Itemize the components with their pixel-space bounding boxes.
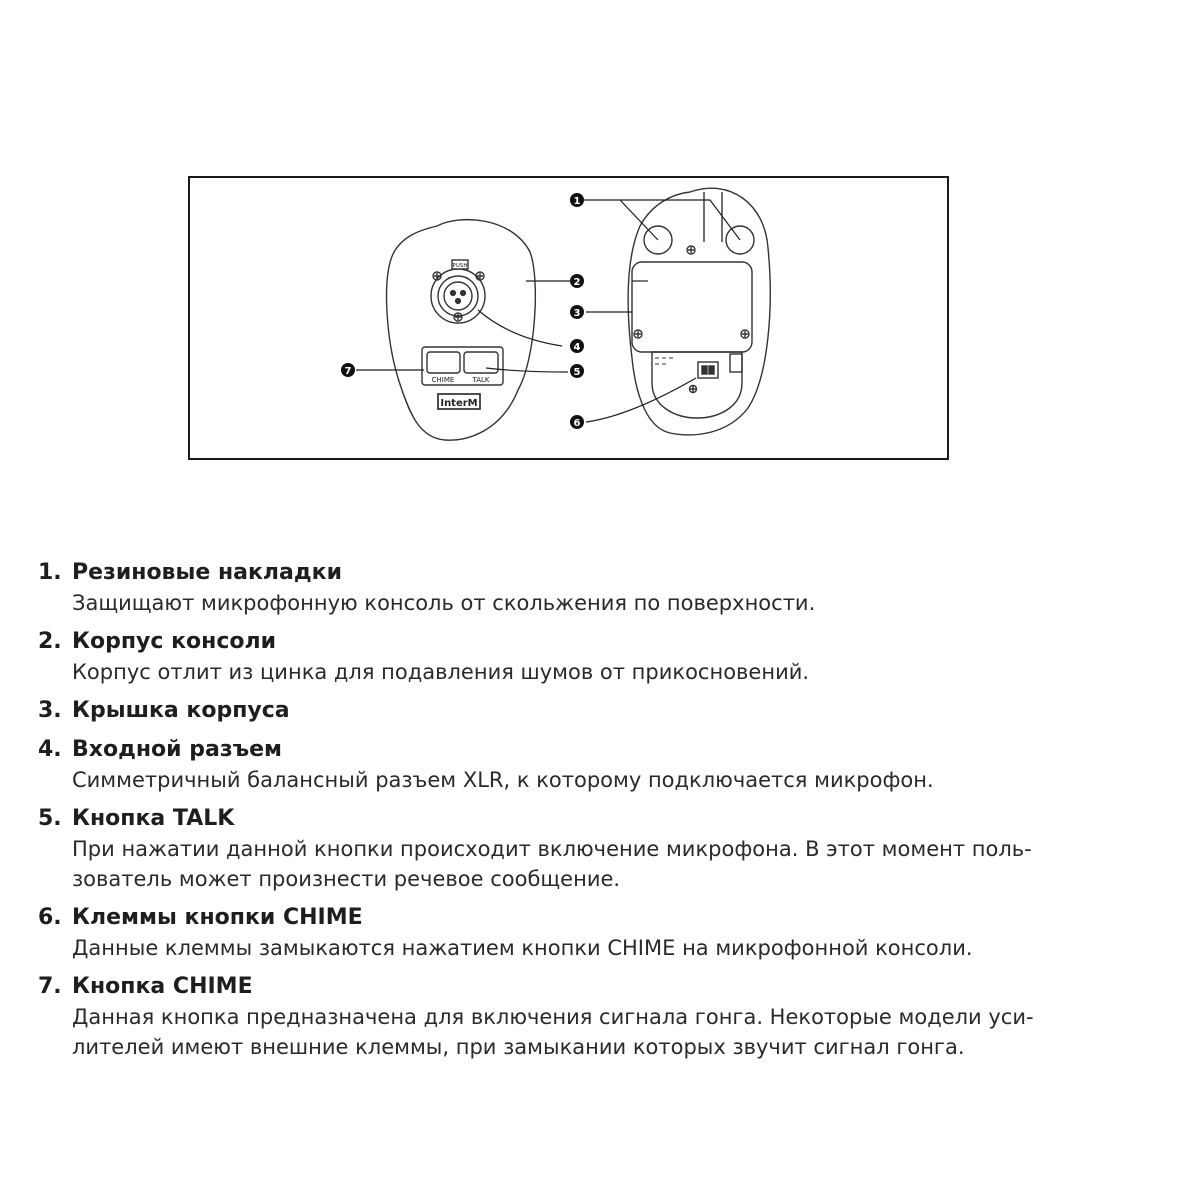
housing-cover xyxy=(632,262,752,352)
interm-logo: InterM xyxy=(440,398,478,409)
item-description xyxy=(38,1002,1168,1062)
list-item xyxy=(38,903,1168,963)
item-number: 3. xyxy=(38,698,62,723)
list-item xyxy=(38,972,1168,1062)
item-desc-line: Данная кнопка предназначена для включения сигнала гонга. Некоторые модели уси- xyxy=(72,1005,1034,1029)
item-title: Резиновые накладки xyxy=(72,560,343,585)
callout-6-label: 6 xyxy=(573,418,581,429)
screw-icon xyxy=(433,272,441,280)
item-title: Входной разъем xyxy=(72,737,283,762)
component-list xyxy=(38,558,1168,1071)
list-item xyxy=(38,696,1168,726)
screw-icon xyxy=(690,386,697,393)
callout-2-label: 2 xyxy=(573,277,581,288)
push-label: PUSH xyxy=(452,263,468,269)
list-item xyxy=(38,804,1168,894)
inner-cavity xyxy=(652,352,742,418)
screw-icon xyxy=(634,330,642,338)
item-desc-line: Корпус отлит из цинка для подавления шумов от прикосновений. xyxy=(72,660,810,684)
item-heading xyxy=(38,627,1168,657)
chime-button-graphic xyxy=(427,352,460,373)
callout-5-label: 5 xyxy=(573,367,581,378)
item-heading xyxy=(38,696,1168,726)
chime-label: CHIME xyxy=(431,376,455,384)
item-title: Корпус консоли xyxy=(72,629,277,654)
item-desc-line: Симметричный балансный разъем XLR, к которому подключается микрофон. xyxy=(72,768,934,792)
item-heading xyxy=(38,903,1168,933)
console-diagram xyxy=(188,176,949,460)
item-title: Крышка корпуса xyxy=(72,698,290,723)
item-number: 5. xyxy=(38,806,62,831)
item-description xyxy=(38,765,1168,795)
item-desc-line: лителей имеют внешние клеммы, при замыкании которых звучит сигнал гонга. xyxy=(72,1035,965,1059)
list-item xyxy=(38,735,1168,795)
item-description xyxy=(38,588,1168,618)
callout-7-label: 7 xyxy=(344,366,352,377)
talk-label: TALK xyxy=(472,376,490,384)
screw-icon xyxy=(454,313,462,321)
item-number: 7. xyxy=(38,974,62,999)
list-item xyxy=(38,627,1168,687)
item-desc-line: зователь может произнести речевое сообщение. xyxy=(72,867,621,891)
item-desc-line: Защищают микрофонную консоль от скольжения по поверхности. xyxy=(72,591,816,615)
item-description xyxy=(38,657,1168,687)
screw-icon xyxy=(687,246,695,254)
item-description xyxy=(38,834,1168,894)
item-desc-line: Данные клеммы замыкаются нажатием кнопки CHIME на микрофонной консоли. xyxy=(72,936,973,960)
item-description xyxy=(38,933,1168,963)
item-heading xyxy=(38,804,1168,834)
callout-4-label: 4 xyxy=(573,342,581,353)
callout-1-label: 1 xyxy=(573,196,581,207)
item-number: 4. xyxy=(38,737,62,762)
item-title: Кнопка CHIME xyxy=(72,974,253,999)
screw-icon xyxy=(741,330,749,338)
item-title: Кнопка TALK xyxy=(72,806,235,831)
item-heading xyxy=(38,735,1168,765)
item-title: Клеммы кнопки CHIME xyxy=(72,905,363,930)
item-heading xyxy=(38,972,1168,1002)
chime-terminal-block xyxy=(698,362,718,378)
back-body-outline xyxy=(628,188,770,435)
item-number: 2. xyxy=(38,629,62,654)
list-item xyxy=(38,558,1168,618)
item-desc-line: При нажатии данной кнопки происходит включение микрофона. В этот момент поль- xyxy=(72,837,1032,861)
talk-button-graphic xyxy=(464,352,498,373)
item-heading xyxy=(38,558,1168,588)
callout-3-label: 3 xyxy=(573,308,581,319)
item-number: 1. xyxy=(38,560,62,585)
item-number: 6. xyxy=(38,905,62,930)
screw-icon xyxy=(476,272,484,280)
console-drawing xyxy=(190,178,947,458)
